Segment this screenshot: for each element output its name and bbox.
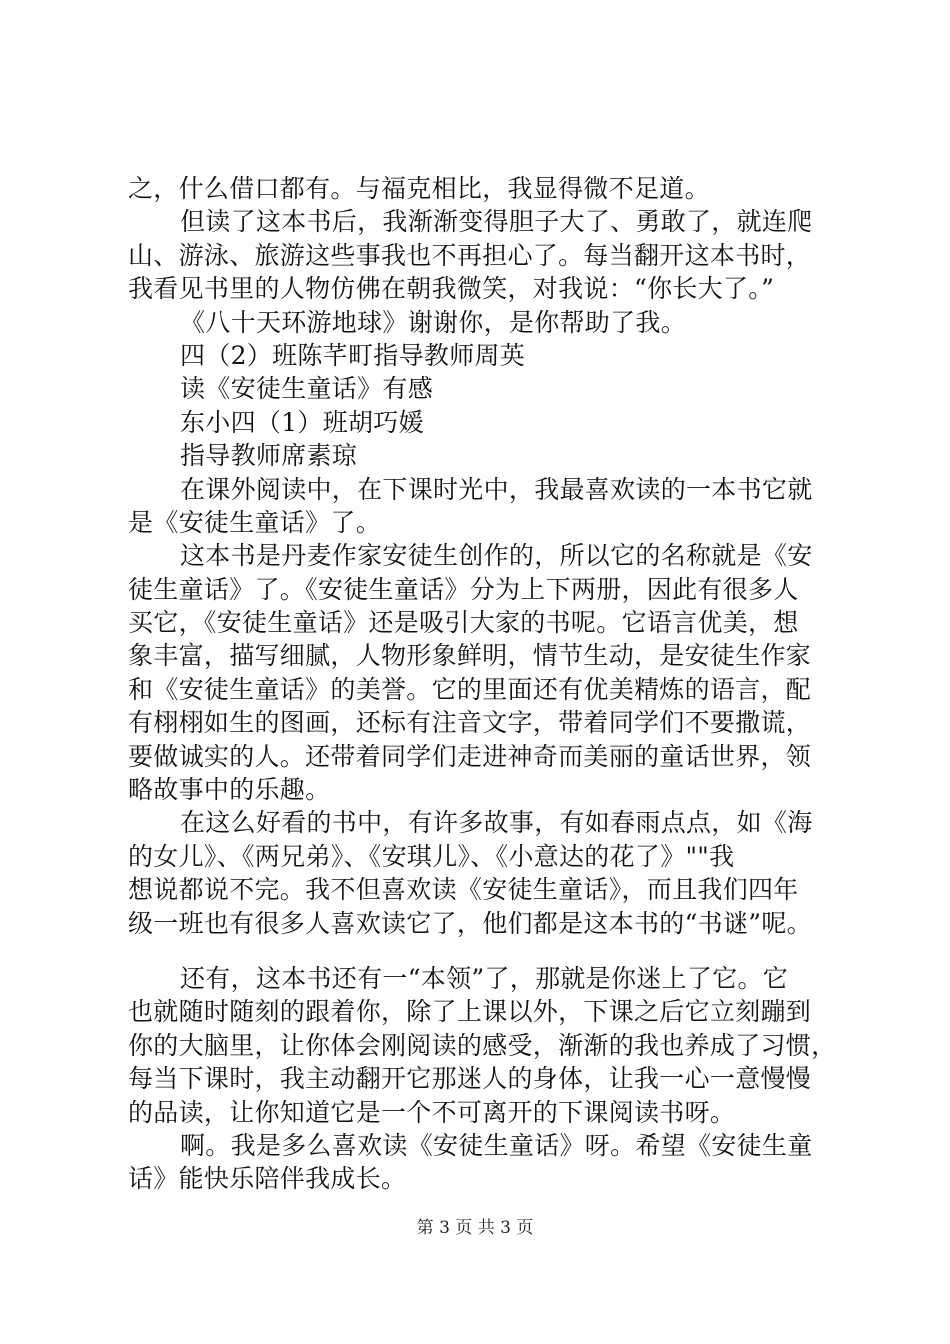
text-line: 象丰富，描写细腻，人物形象鲜明，情节生动，是安徒生作家 (128, 641, 812, 671)
text-line: 要做诚实的人。还带着同学们走进神奇而美丽的童话世界，领 (128, 741, 812, 771)
paragraph-gap (128, 940, 838, 962)
text-line: 但读了这本书后，我渐渐变得胆子大了、勇敢了，就连爬 (180, 207, 813, 237)
text-line: 你的大脑里，让你体会刚阅读的感受，渐渐的我也养成了习惯， (128, 1030, 837, 1060)
text-line: 我看见书里的人物仿佛在朝我微笑，对我说：“你长大了。” (128, 274, 775, 304)
text-line: 山、游泳、旅游这些事我也不再担心了。每当翻开这本书时， (128, 240, 812, 270)
text-line: 略故事中的乐趣。 (128, 775, 331, 805)
text-line: 有栩栩如生的图画，还标有注音文字，带着同学们不要撒谎， (128, 708, 812, 738)
page-footer: 第 3 页 共 3 页 (416, 1218, 534, 1238)
text-line: 读《安徒生童话》有感 (180, 374, 434, 404)
text-line: 想说都说不完。我不但喜欢读《安徒生童话》，而且我们四年 (128, 875, 799, 905)
text-line: 是《安徒生童话》了。 (128, 507, 382, 537)
text-line: 还有，这本书还有一“本领”了，那就是你迷上了它。它 (180, 963, 789, 993)
text-line: 东小四（1）班胡巧媛 (180, 407, 424, 437)
text-line: 级一班也有很多人喜欢读它了，他们都是这本书的“书谜”呢。 (128, 908, 812, 938)
text-line: 在这么好看的书中，有许多故事，有如春雨点点，如《海 (180, 808, 813, 838)
text-line: 《八十天环游地球》谢谢你，是你帮助了我。 (180, 307, 687, 337)
text-line: 也就随时随刻的跟着你，除了上课以外，下课之后它立刻蹦到 (128, 997, 812, 1027)
text-line: 啊。我是多么喜欢读《安徒生童话》呀。希望《安徒生童 (180, 1130, 813, 1160)
text-line: 指导教师席素琼 (180, 441, 358, 471)
text-line: 话》能快乐陪伴我成长。 (128, 1164, 407, 1194)
text-line: 在课外阅读中，在下课时光中，我最喜欢读的一本书它就 (180, 474, 813, 504)
text-line: 买它，《安徒生童话》还是吸引大家的书呢。它语言优美，想 (128, 608, 799, 638)
text-line: 的女儿》、《两兄弟》、《安琪儿》、《小意达的花了》""我 (128, 841, 735, 871)
text-line: 每当下课时，我主动翻开它那迷人的身体，让我一心一意慢慢 (128, 1064, 812, 1094)
text-line: 的品读，让你知道它是一个不可离开的下课阅读书呀。 (128, 1097, 736, 1127)
text-line: 四（2）班陈芊町指导教师周英 (180, 340, 526, 370)
text-line: 之，什么借口都有。与福克相比，我显得微不足道。 (128, 174, 710, 203)
text-line: 和《安徒生童话》的美誉。它的里面还有优美精炼的语言，配 (128, 674, 812, 704)
text-line: 这本书是丹麦作家安徒生创作的，所以它的名称就是《安 (180, 541, 813, 571)
document-body (128, 172, 838, 1196)
text-line: 徒生童话》了。《安徒生童话》分为上下两册，因此有很多人 (128, 574, 799, 604)
